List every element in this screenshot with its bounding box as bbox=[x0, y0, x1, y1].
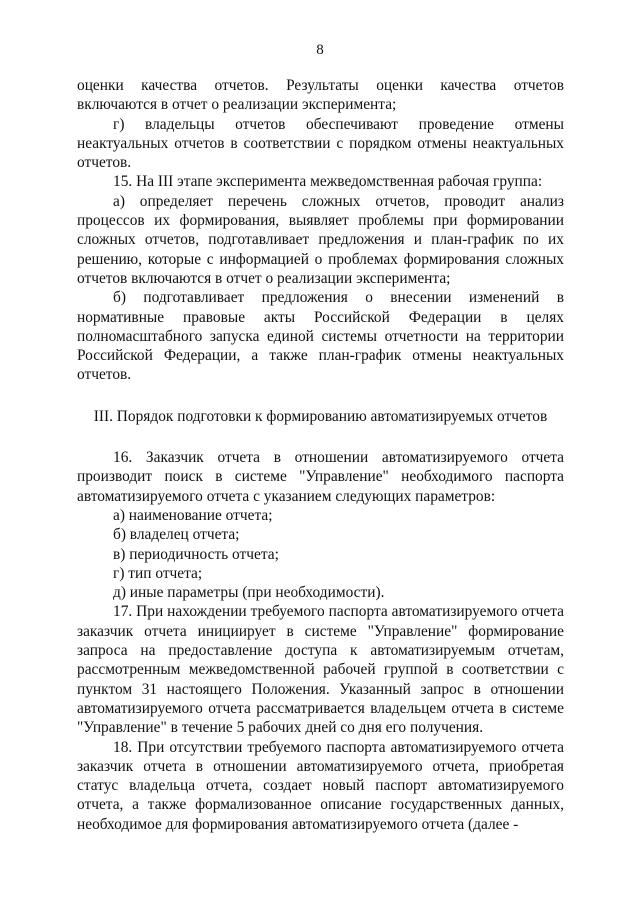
paragraph-16: 16. Заказчик отчета в отношении автоматизируемого отчета производит поиск в системе "Управление" необходимого паспорта автоматизируемого отчета с указанием следующих параметров: bbox=[77, 449, 564, 505]
section-heading: III. Порядок подготовки к формированию автоматизируемых отчетов bbox=[93, 407, 548, 425]
list-item: а) наименование отчета; bbox=[113, 506, 273, 524]
paragraph-15-b: б) подготавливает предложения о внесении изменений в нормативные правовые акты Российской Федерации в целях полномасштабного запуска единой системы отчетности на территории Российской Федерации, а также план-график отмены неактуальных отчетов. bbox=[77, 289, 564, 384]
page-number: 8 bbox=[316, 42, 324, 58]
list-item: в) периодичность отчета; bbox=[113, 545, 279, 563]
paragraph-17: 17. При нахождении требуемого паспорта автоматизируемого отчета заказчик отчета инициирует в системе "Управление" формирование запроса на предоставление доступа к автоматизируемым отчетам, рассмотренным межведомственной рабочей группой в соответствии с пунктом 31 настоящего Положения. Указанный запрос в отношении автоматизируемого отчета рассматривается владельцем отчета в системе "Управление" в течение 5 рабочих дней со дня его получения. bbox=[77, 603, 564, 737]
paragraph-18: 18. При отсутствии требуемого паспорта автоматизируемого отчета заказчик отчета в отношении автоматизируемого отчета, приобретая статус владельца отчета, создает новый паспорт автоматизируемого отчета, а также формализованное описание государственных данных, необходимое для формирования автоматизируемого отчета (далее - bbox=[77, 738, 564, 833]
paragraph-continuation: оценки качества отчетов. Результаты оценки качества отчетов включаются в отчет о реализации эксперимента; bbox=[77, 77, 564, 114]
paragraph-15: 15. На III этапе эксперимента межведомственная рабочая группа: bbox=[113, 173, 543, 191]
list-item: г) тип отчета; bbox=[113, 564, 203, 582]
paragraph-15-a: а) определяет перечень сложных отчетов, проводит анализ процессов их формирования, выявляет проблемы при формировании сложных отчетов, подготавливает предложения и план-график по их решению, которые с информацией о проблемах формирования сложных отчетов включаются в отчет о реализации эксперимента; bbox=[77, 192, 564, 287]
document-body bbox=[77, 76, 564, 834]
list-item: б) владелец отчета; bbox=[113, 526, 240, 544]
paragraph-item-g: г) владельцы отчетов обеспечивают проведение отмены неактуальных отчетов в соответствии с порядком отмены неактуальных отчетов. bbox=[77, 115, 564, 172]
list-item: д) иные параметры (при необходимости). bbox=[113, 584, 385, 602]
